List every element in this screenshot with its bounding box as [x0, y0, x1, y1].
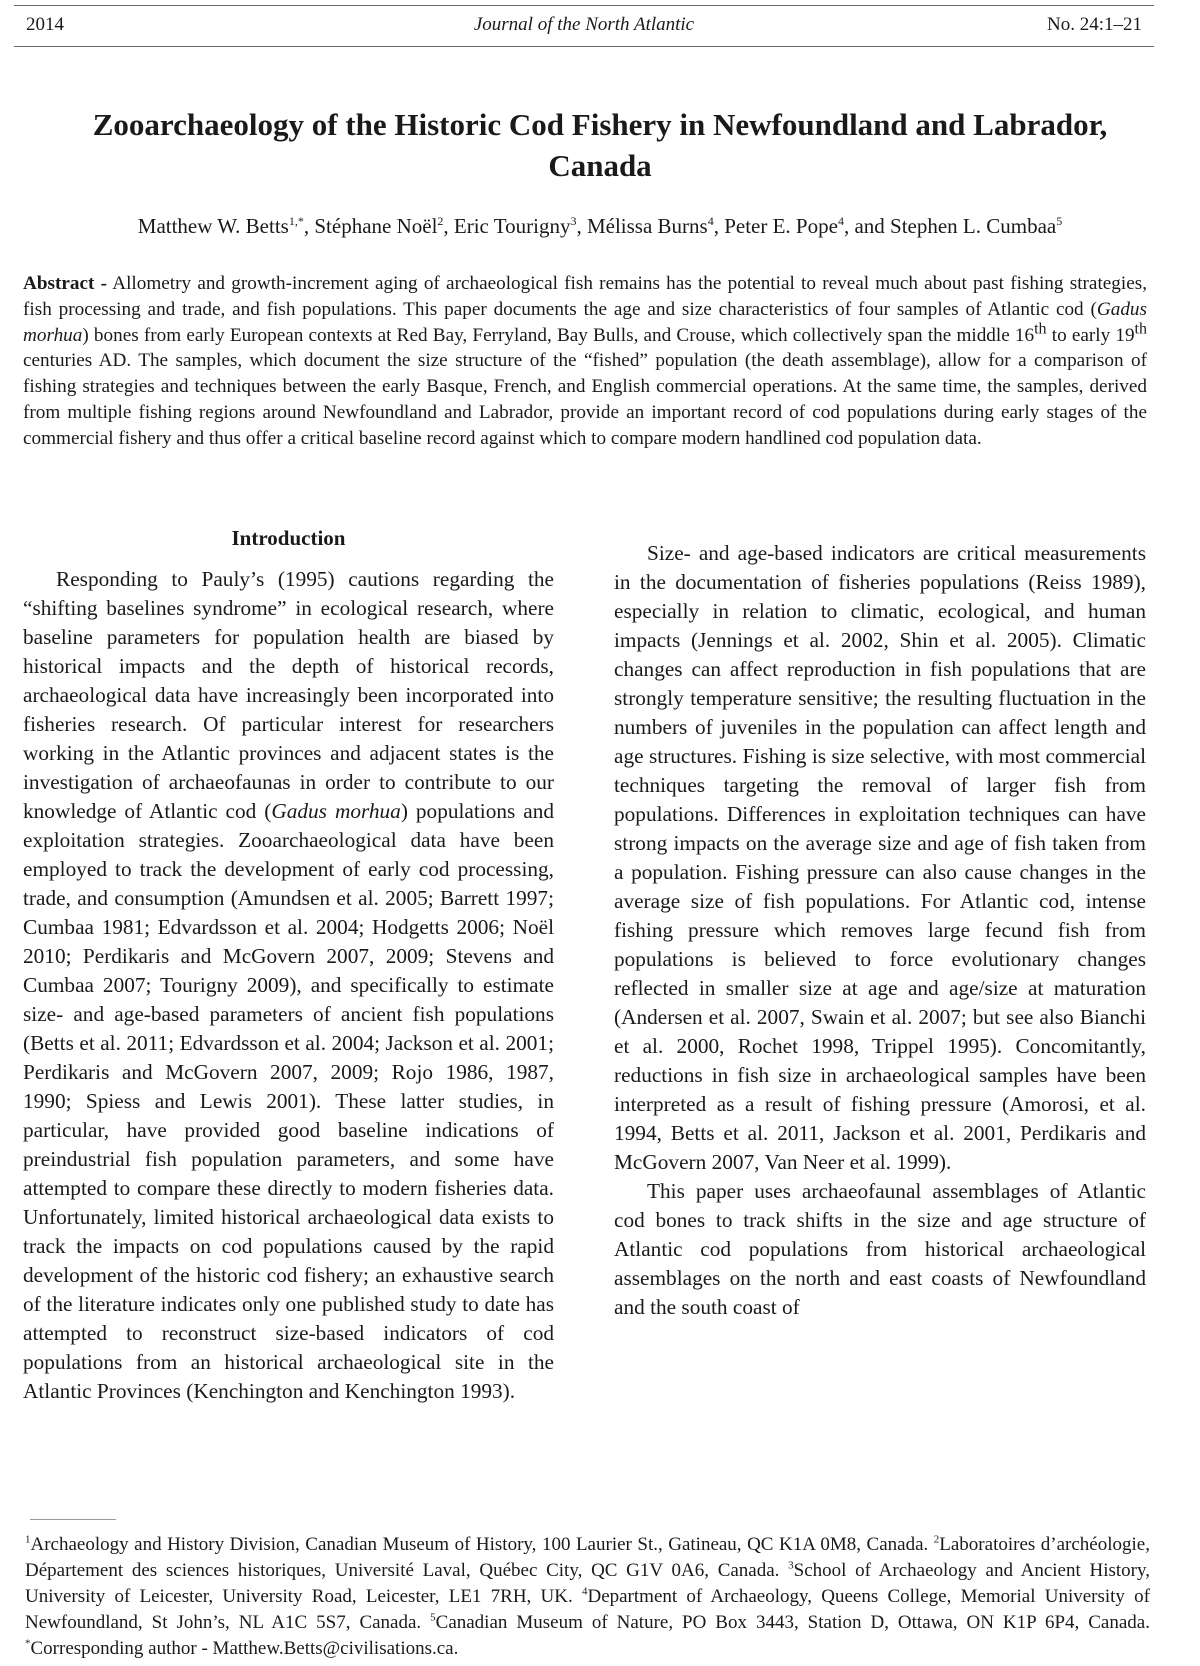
species-name: Gadus morhua	[23, 298, 1147, 346]
author-affiliation-mark: 4	[837, 214, 844, 228]
author-name: Peter E. Pope	[724, 214, 838, 238]
header-journal-name: Journal of the North Atlantic	[473, 14, 695, 35]
paragraph-text: ) populations and exploitation strategies. Zooarchaeological data have been employed to track the development of early cod processing, trade, and consumption (Amundsen et al. 2005; Barrett 1997; Cumbaa 1981; Edvardsson et al. 2004; Hodgetts 2006; Noël 2010; Perdikaris and McGovern 2007, 2009; Stevens and Cumbaa 2007; Tourigny 2009), and specifically to estimate size- and age-based parameters of ancient fish populations (Betts et al. 2011; Edvardsson et al. 2004; Jackson et al. 2001; Perdikaris and McGovern 2007, 2009; Rojo 1986, 1987, 1990; Spiess and Lewis 2001). These latter studies, in particular, have provided good baseline indications of preindustrial fish population parameters, and some have attempted to compare these directly to modern fisheries data. Unfortunately, limited historical archaeological data exists to track the impacts on cod populations caused by the rapid development of the historic cod fishery; an exhaustive search of the literature indicates only one published study to date has attempted to reconstruct size-based indicators of cod populations from an historical archaeological site in the Atlantic Provinces (Kenchington and Kenchington 1993).	[23, 799, 554, 1403]
running-header	[14, 5, 1154, 47]
author-affiliation-mark: 2	[437, 214, 444, 228]
body-column-left	[23, 524, 554, 1406]
author-name: Mélissa Burns	[586, 214, 708, 238]
ordinal-suffix: th	[1034, 320, 1047, 338]
body-column-right	[614, 539, 1146, 1322]
affiliation-text: Laboratoires d’archéologie, Département des sciences historiques, Université Laval, Québec City, QC G1V 0A6, Canada.	[25, 1534, 1150, 1581]
species-name: Gadus morhua	[271, 799, 401, 823]
affiliation-text: Archaeology and History Division, Canadian Museum of History, 100 Laurier St., Gatineau, QC K1A 0M8, Canada.	[30, 1534, 934, 1555]
section-heading-introduction: Introduction	[231, 526, 346, 550]
abstract-text: ) bones from early European contexts at Red Bay, Ferryland, Bay Bulls, and Crouse, which collectively span the middle 16	[82, 324, 1035, 346]
author-list: Matthew W. Betts$^{1,*}$, Stéphane Noël$^2$, Eric Tourigny$^3$, Mélissa Burns$^4$, Peter E. Pope$^4$, and Stephen L. Cumbaa$^5$	[137, 214, 1063, 238]
header-issue-pages: No. 24:1–21	[1047, 14, 1142, 35]
header-year: 2014	[26, 14, 64, 35]
affiliation-text: School of Archaeology and Ancient History, University of Leicester, University Road, Leicester, LE1 7RH, UK.	[25, 1560, 1150, 1607]
footnote-mark: 2	[933, 1533, 940, 1546]
ordinal-suffix: th	[1134, 320, 1147, 338]
footnote-mark: 3	[788, 1559, 794, 1572]
paragraph: Size- and age-based indicators are critical measurements in the documentation of fisheries populations (Reiss 1989), especially in relation to climatic, ecological, and human impacts (Jennings et al. 2002, Shin et al. 2005). Climatic changes can affect reproduction in fish populations that are strongly temperature sensitive; the resulting fluctuation in the numbers of juveniles in the population can affect length and age structures. Fishing is size selective, with most commercial techniques targeting the removal of larger fish from populations. Differences in exploitation techniques can have strong impacts on the average size and age of fish taken from a population. Fishing pressure can also cause changes in the average size of fish populations. For Atlantic cod, intense fishing pressure which removes large fecund fish from populations is believed to force evolutionary changes reflected in smaller size at age and age/size at maturation (Andersen et al. 2007, Swain et al. 2007; but see also Bianchi et al. 2000, Rochet 1998, Trippel 1995). Concomitantly, reductions in fish size in archaeological samples have been interpreted as a result of fishing pressure (Amorosi, et al. 1994, Betts et al. 2011, Jackson et al. 2001, Perdikaris and McGovern 2007, Van Neer et al. 1999).	[614, 541, 1146, 1174]
footnote-mark: 4	[581, 1585, 588, 1598]
affiliation-text: Department of Archaeology, Queens College, Memorial University of Newfoundland, St John’s, NL A1C 5S7, Canada.	[25, 1586, 1150, 1633]
author-name: Stephen L. Cumbaa	[890, 214, 1057, 238]
author-affiliation-mark: 3	[570, 214, 577, 228]
abstract	[23, 271, 1147, 452]
paragraph: This paper uses archaeofaunal assemblages of Atlantic cod bones to track shifts in the size and age structure of Atlantic cod populations from historical archaeological assemblages on the north and east coasts of Newfoundland and the south coast of	[614, 1179, 1146, 1319]
affiliations-footnote	[25, 1532, 1150, 1662]
author-affiliation-mark: 5	[1056, 214, 1063, 228]
author-affiliation-mark: 1,*	[288, 214, 304, 228]
footnote-mark: 5	[430, 1611, 436, 1624]
paragraph-text: Responding to Pauly’s (1995) cautions regarding the “shifting baselines syndrome” in ecological research, where baseline parameters for population health are biased by historical impacts and the depth of historical records, archaeological data have increasingly been incorporated into fisheries research. Of particular interest for researchers working in the Atlantic provinces and adjacent states is the investigation of archaeofaunas in order to contribute to our knowledge of Atlantic cod (	[23, 567, 554, 823]
footnote-mark: 1	[25, 1533, 31, 1546]
abstract-label: Abstract -	[23, 273, 108, 294]
abstract-text: centuries AD. The samples, which document the size structure of the “fished” population (the death assemblage), allow for a comparison of fishing strategies and techniques between the early Basque, French, and English commercial operations. At the same time, the samples, derived from multiple fishing regions around Newfoundland and Labrador, provide an important record of cod populations during early stages of the commercial fishery and thus offer a critical baseline record against which to compare modern handlined cod population data.	[23, 350, 1147, 449]
footnote-separator	[30, 1519, 116, 1520]
author-affiliation-mark: 4	[707, 214, 714, 228]
paper-title: Zooarchaeology of the Historic Cod Fishery in Newfoundland and Labrador, Canada	[92, 107, 1108, 183]
author-name: Stéphane Noël	[314, 214, 438, 238]
affiliation-text: Canadian Museum of Nature, PO Box 3443, Station D, Ottawa, ON K1P 6P4, Canada.	[435, 1612, 1150, 1633]
email-contact: Corresponding author - Matthew.Betts@civilisations.ca.	[30, 1638, 459, 1659]
author-name: Matthew W. Betts	[137, 214, 289, 238]
author-name: Eric Tourigny	[453, 214, 571, 238]
abstract-text: to early 19	[1046, 324, 1135, 346]
paragraph	[23, 565, 554, 1406]
footnote-mark: *	[25, 1637, 31, 1650]
abstract-text: Allometry and growth-increment aging of archaeological fish remains has the potential to reveal much about past fishing strategies, fish processing and trade, and fish populations. This paper documents the age and size characteristics of four samples of Atlantic cod (	[23, 273, 1147, 320]
